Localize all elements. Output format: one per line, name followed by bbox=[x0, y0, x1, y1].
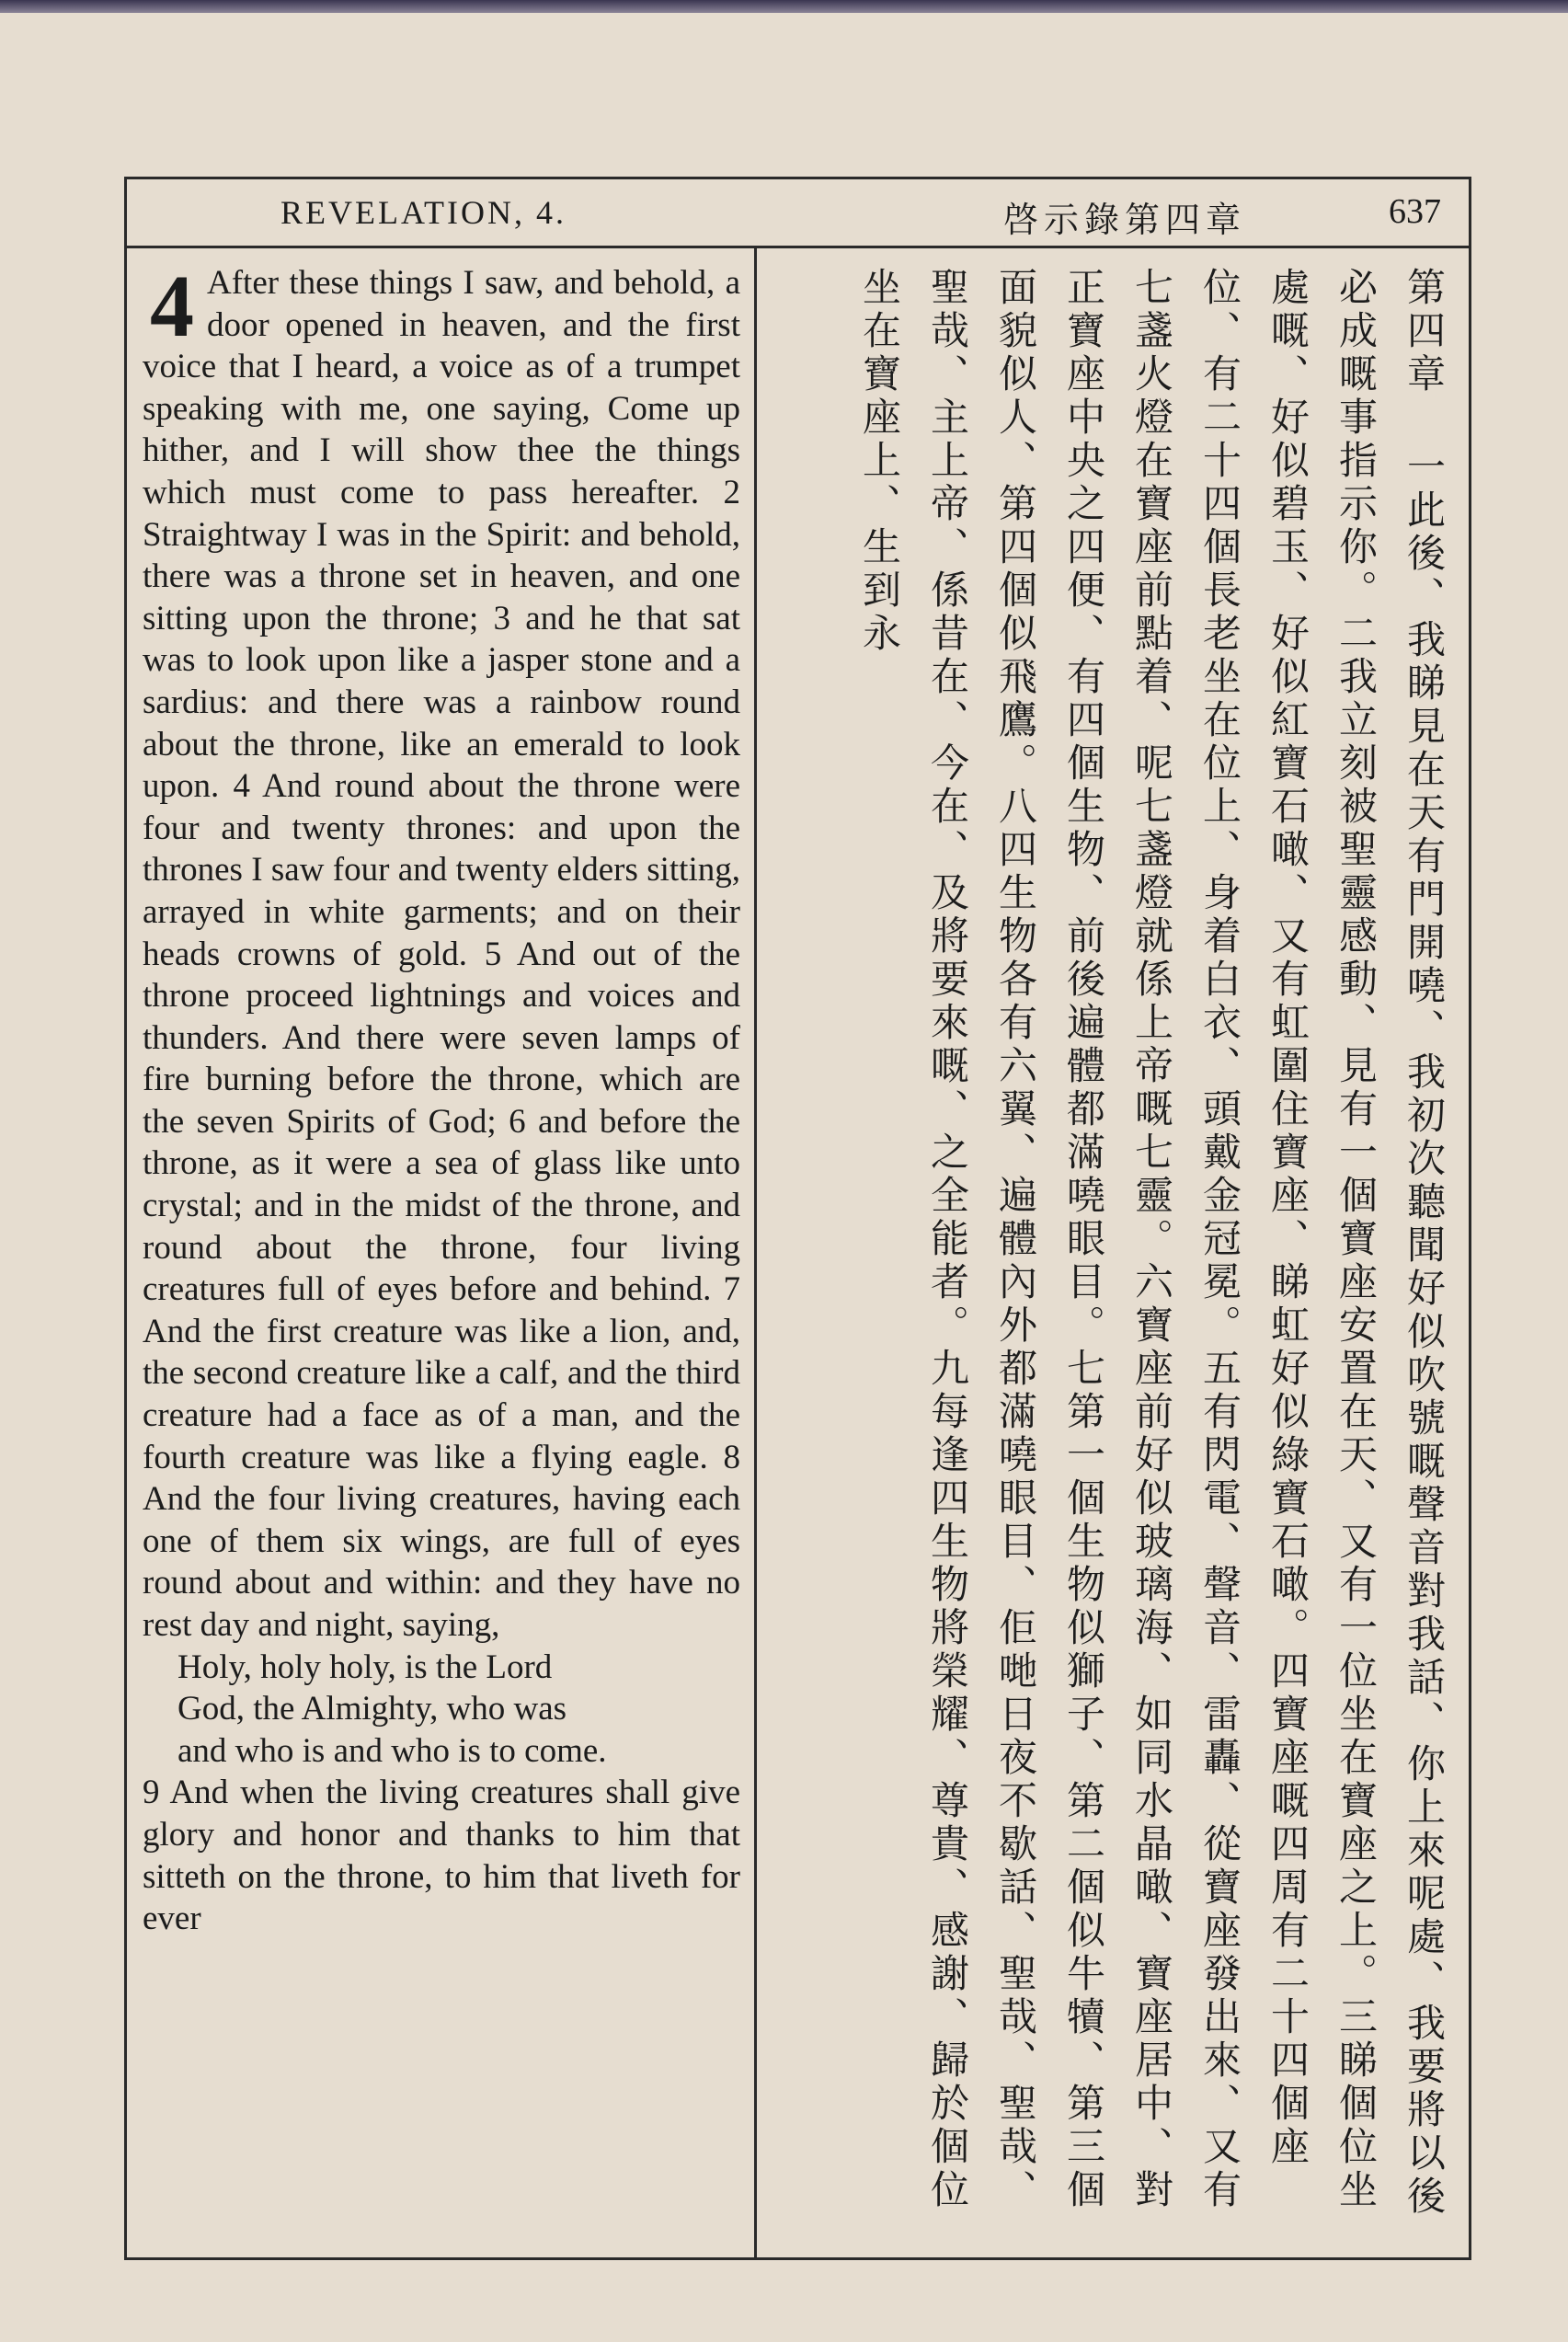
poem-line: God, the Almighty, who was bbox=[177, 1690, 567, 1728]
chinese-chapter-title: 啓示錄第四章 bbox=[1002, 200, 1246, 240]
poem-line: and who is and who is to come. bbox=[177, 1731, 607, 1770]
page-header bbox=[124, 177, 1471, 248]
page-top-edge bbox=[0, 0, 1568, 13]
page-number: 637 bbox=[1389, 192, 1441, 231]
verses-1-to-8: After these things I saw, and behold, a door opened in heaven, and the first voice that I heard, a voice as of a trumpet speaking with me, one saying, Come up hither, and I will show thee the things which must come to pass hereafter. 2 Straightway I was in the Spirit: and behold, there was a throne set in heaven, and one sitting upon the throne; 3 and he that sat was to look upon like a jasper stone and a sardius: and there was a rainbow round about the throne, like an emerald to look upon. 4 And round about the throne were four and twenty thrones: and upon the thrones I saw four and twenty elders sitting, arrayed in white garments; and on their heads crowns of gold. 5 And out of the throne proceed lightnings and voices and thunders. And there were seven lamps of fire burning before the throne, which are the seven Spirits of God; 6 and before the throne, as it were a sea of glass like unto crystal; and in the midst of the throne, and round about the throne, four living creatures full of eyes before and behind. 7 And the first creature was like a lion, and, the second creature like a calf, and the third creature had a face as of a man, and the fourth creature was like a flying eagle. 8 And the four living creatures, having each one of them six wings, are full of eyes round about and within: and they have no rest day and night, saying, bbox=[143, 264, 740, 1644]
chinese-text-column bbox=[773, 267, 1458, 2235]
english-paragraph-2: 9 And when the living creatures shall give glory and honor and thanks to him that sitteth on the throne, to him that liveth for ever bbox=[143, 1774, 740, 1938]
english-text-column bbox=[143, 257, 740, 1940]
chapter-number: 4 bbox=[150, 257, 194, 355]
poem-line: Holy, holy holy, is the Lord bbox=[177, 1647, 553, 1686]
english-paragraph-1 bbox=[143, 257, 740, 1647]
poem-block bbox=[143, 1647, 740, 1773]
chinese-text: 第四章 一此後、我睇見在天有門開嘵、我初次聽聞好似吹號嘅聲音對我話、你上來呢處、我要將以後必成嘅事指示你。二我立刻被聖靈感動、見有一個寶座安置在天、又有一位坐在寶座之上。三睇個位坐處嘅、好似碧玉、好似紅寶石噉、又有虹圍住寶座、睇虹好似綠寶石噉。四寶座嘅四周有二十四個座位、有二十四個長老坐在位上、身着白衣、頭戴金冠冕。五有閃電、聲音、雷轟、從寶座發出來、又有七盞火燈在寶座前點着、呢七盞燈就係上帝嘅七靈。六寶座前好似玻璃海、如同水晶噉、寶座居中、對正寶座中央之四便、有四個生物、前後遍體都滿嘵眼目。七第一個生物似獅子、第二個似牛犢、第三個面貌似人、第四個似飛鷹。八四生物各有六翼、遍體內外都滿嘵眼目、佢哋日夜不歇話、聖哉、聖哉、聖哉、主上帝、係昔在、今在、及將要來嘅、之全能者。九每逢四生物將榮耀、尊貴、感謝、歸於個位坐在寶座上、生到永 bbox=[857, 267, 1447, 2219]
book-chapter-title: REVELATION, 4. bbox=[280, 194, 567, 231]
column-divider bbox=[754, 248, 757, 2260]
